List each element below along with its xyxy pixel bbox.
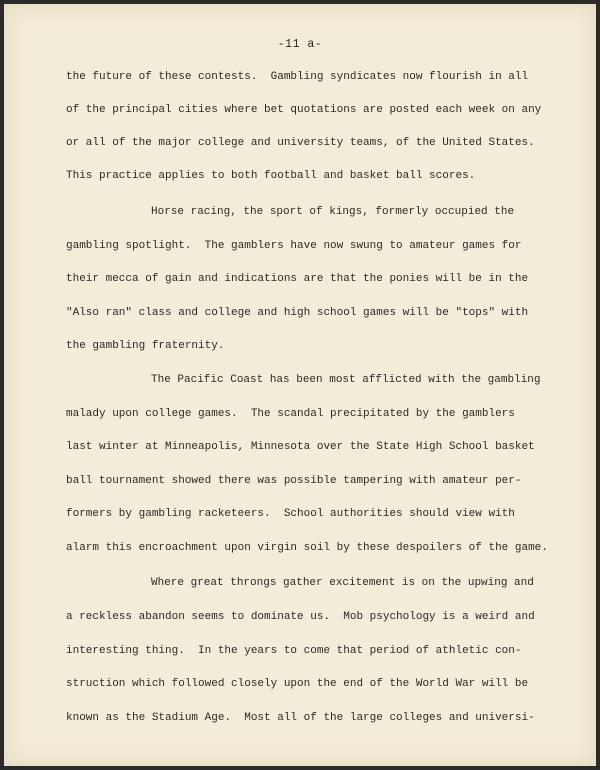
text-line: Horse racing, the sport of kings, formerly occupied the bbox=[151, 206, 515, 218]
text-line: This practice applies to both football and basket ball scores. bbox=[66, 170, 476, 182]
text-line: formers by gambling racketeers. School authorities should view with bbox=[66, 508, 515, 520]
text-line: struction which followed closely upon the end of the World War will be bbox=[66, 678, 529, 690]
text-line: "Also ran" class and college and high school games will be "tops" with bbox=[66, 307, 529, 319]
text-line: malady upon college games. The scandal precipitated by the gamblers bbox=[66, 408, 515, 420]
body-text bbox=[4, 4, 596, 766]
page-number: -11 a- bbox=[277, 38, 323, 51]
text-line: their mecca of gain and indications are that the ponies will be in the bbox=[66, 273, 529, 285]
text-line: known as the Stadium Age. Most all of the large colleges and universi- bbox=[66, 712, 535, 724]
text-line: alarm this encroachment upon virgin soil by these despoilers of the game. bbox=[66, 542, 548, 554]
text-line: last winter at Minneapolis, Minnesota over the State High School basket bbox=[66, 441, 535, 453]
text-line: or all of the major college and university teams, of the United States. bbox=[66, 137, 535, 149]
text-line: Where great throngs gather excitement is on the upwing and bbox=[151, 577, 534, 589]
document-page bbox=[4, 4, 596, 766]
text-line: ball tournament showed there was possible tampering with amateur per- bbox=[66, 475, 522, 487]
text-line: the gambling fraternity. bbox=[66, 340, 225, 352]
text-line: a reckless abandon seems to dominate us. Mob psychology is a weird and bbox=[66, 611, 535, 623]
text-line: The Pacific Coast has been most afflicted with the gambling bbox=[151, 374, 541, 386]
text-line: interesting thing. In the years to come that period of athletic con- bbox=[66, 645, 522, 657]
text-line: of the principal cities where bet quotations are posted each week on any bbox=[66, 104, 542, 116]
text-line: the future of these contests. Gambling syndicates now flourish in all bbox=[66, 71, 529, 83]
text-line: gambling spotlight. The gamblers have now swung to amateur games for bbox=[66, 240, 522, 252]
